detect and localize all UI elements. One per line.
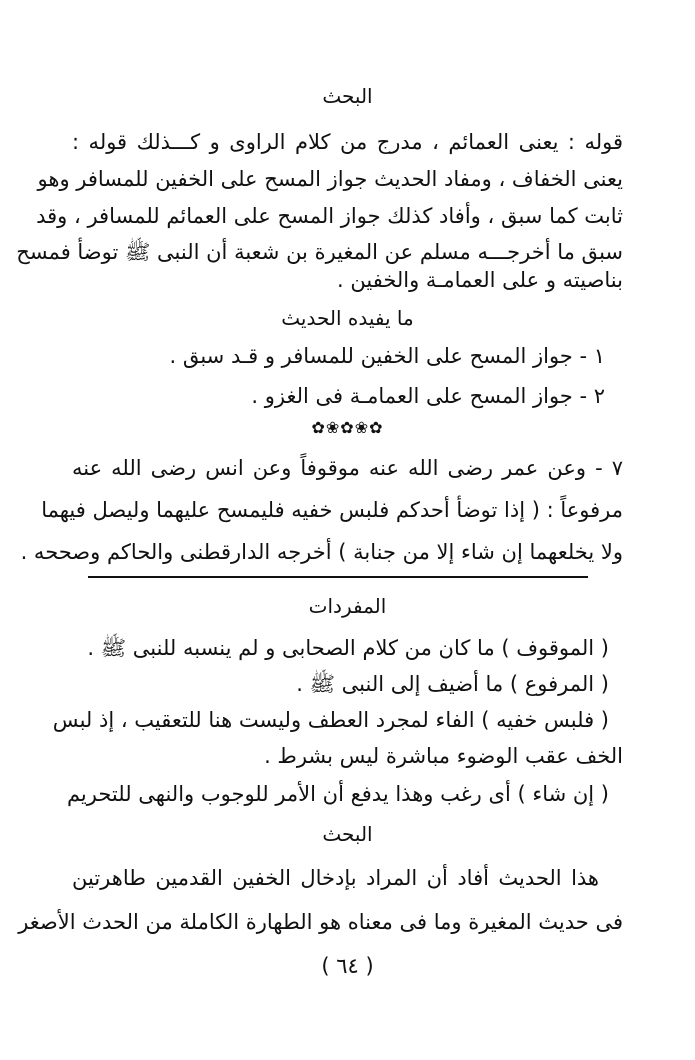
vocab-item: ( فلبس خفيه ) الفاء لمجرد العطف وليست هنا للتعقيب ، إذ لبس [52,708,609,732]
section-heading-discussion-2: البحث [322,822,373,846]
vocab-item: ( المرفوع ) ما أضيف إلى النبى ﷺ . [296,672,609,696]
paragraph-line: قوله : يعنى العمائم ، مدرج من كلام الراوى و كـــذلك قوله : [72,130,623,154]
vocab-item: ( الموقوف ) ما كان من كلام الصحابى و لم ينسبه للنبى ﷺ . [87,636,609,660]
hadith-line: ولا يخلعهما إن شاء إلا من جنابة ) أخرجه الدارقطنى والحاكم وصححه . [20,540,623,564]
hadith-line: مرفوعاً : ( إذا توضأ أحدكم فلبس خفيه فليمسح عليهما وليصل فيهما [41,498,623,522]
paragraph-line: يعنى الخفاف ، ومفاد الحديث جواز المسح على الخفين للمسافر وهو [37,167,623,191]
page-number: ( ٦٤ ) [321,954,374,978]
paragraph-line: فى حديث المغيرة وما فى معناه هو الطهارة الكاملة من الحدث الأصغر [18,910,623,934]
section-heading-benefits: ما يفيده الحديث [281,306,414,330]
paragraph-line: هذا الحديث أفاد أن المراد بإدخال الخفين القدمين طاهرتين [72,866,599,890]
section-heading-vocabulary: المفردات [308,594,387,618]
paragraph-line: بناصيته و على العمامـة والخفين . [337,268,623,292]
vocab-item: ( إن شاء ) أى رغب وهذا يدفع أن الأمر للوجوب والنهى للتحريم [66,782,609,806]
horizontal-rule [88,576,588,578]
benefit-item: ١ - جواز المسح على الخفين للمسافر و قـد سبق . [169,344,605,368]
ornament-divider: ✿❀✿❀✿ [311,418,384,437]
benefit-item: ٢ - جواز المسح على العمامـة فى الغزو . [251,384,605,408]
paragraph-line: سبق ما أخرجـــه مسلم عن المغيرة بن شعبة أن النبى ﷺ توضأ فمسح [16,240,623,264]
vocab-item: الخف عقب الوضوء مباشرة ليس بشرط . [264,744,623,768]
paragraph-line: ثابت كما سبق ، وأفاد كذلك جواز المسح على العمائم للمسافر ، وقد [36,204,623,228]
hadith-line: ٧ - وعن عمر رضى الله عنه موقوفاً وعن انس رضى الله عنه [72,456,623,480]
section-heading-discussion: البحث [322,84,373,108]
